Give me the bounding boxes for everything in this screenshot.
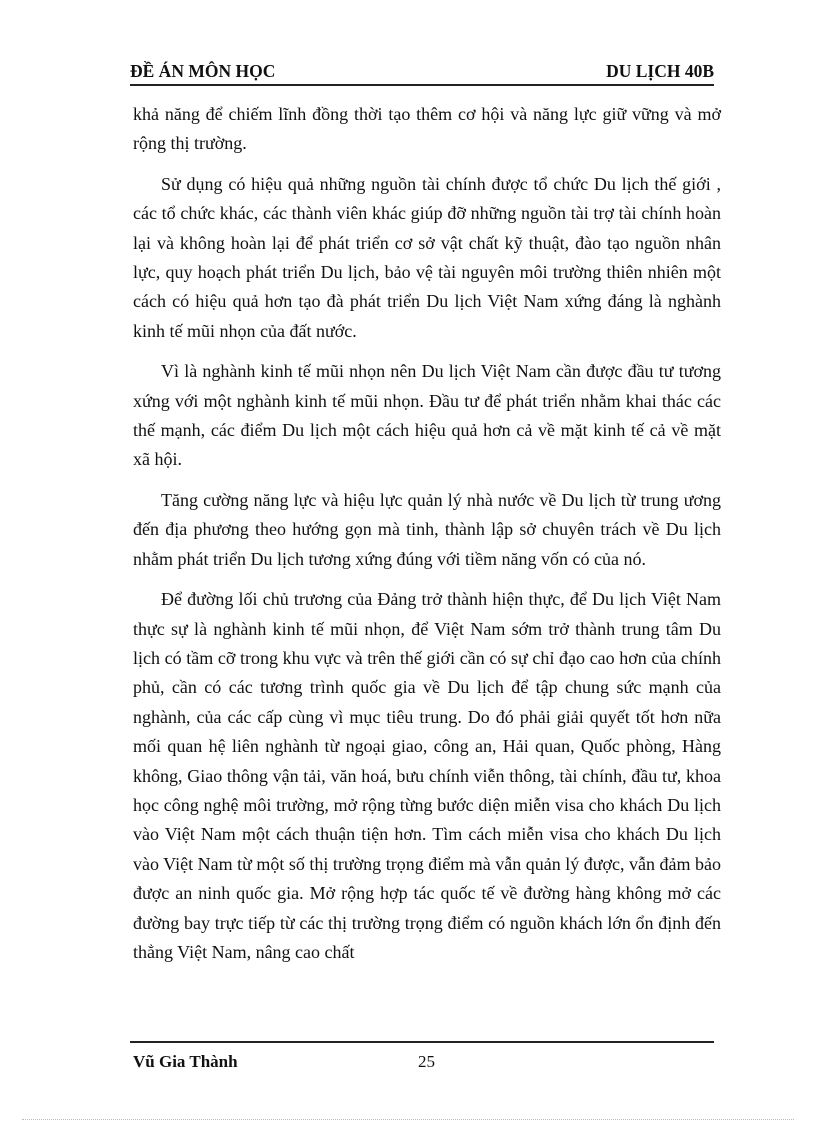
header-class-label: DU LỊCH 40B bbox=[606, 61, 714, 81]
paragraph-party-policy: Để đường lối chủ trương của Đảng trở thành hiện thực, để Du lịch Việt Nam thực sự là nghành kinh tế mũi nhọn, để Việt Nam sớm trở thành trung tâm Du lịch có tầm cỡ trong khu vực và trên thế giới cần có sự chỉ đạo cao hơn của chính phủ, cần có các tương trình quốc gia về Du lịch để tập chung sức mạnh của nghành, của các cấp cùng vì mục tiêu trung. Do đó phải giải quyết tốt hơn nữa mối quan hệ liên nghành từ ngoại giao, công an, Hải quan, Quốc phòng, Hàng không, Giao thông vận tải, văn hoá, bưu chính viễn thông, tài chính, đầu tư, khoa học công nghệ môi trường, mở rộng từng bước diện miễn visa cho khách Du lịch vào Việt Nam một cách thuận tiện hơn. Tìm cách miễn visa cho khách Du lịch vào Việt Nam từ một số thị trường trọng điểm mà vẫn quản lý được, vẫn đảm bảo được an ninh quốc gia. Mở rộng hợp tác quốc tế về đường hàng không mở các đường bay trực tiếp từ các thị trường trọng điểm có nguồn khách lớn ổn định đến thẳng Việt Nam, nâng cao chất bbox=[133, 589, 721, 962]
paragraph-financial-resources: Sử dụng có hiệu quả những nguồn tài chính được tổ chức Du lịch thế giới , các tổ chức khác, các thành viên khác giúp đỡ những nguồn tài trợ tài chính hoàn lại và không hoàn lại để phát triển cơ sở vật chất kỹ thuật, đào tạo nguồn nhân lực, quy hoạch phát triển Du lịch, bảo vệ tài nguyên môi trường thiên nhiên một cách có hiệu quả hơn tạo đà phát triển Du lịch Việt Nam xứng đáng là nghành kinh tế mũi nhọn của đất nước. bbox=[133, 173, 721, 341]
header-course-title: ĐỀ ÁN MÔN HỌC bbox=[130, 61, 276, 81]
page-edge-line bbox=[22, 1119, 794, 1120]
document-body bbox=[133, 100, 721, 978]
footer-divider bbox=[130, 1041, 714, 1043]
page-number: 25 bbox=[418, 1052, 435, 1071]
paragraph-state-management: Tăng cường năng lực và hiệu lực quản lý nhà nước về Du lịch từ trung ương đến địa phương theo hướng gọn mà tinh, thành lập sở chuyên trách về Du lịch nhằm phát triển Du lịch tương xứng đúng với tiềm năng vốn có của nó. bbox=[133, 489, 721, 569]
page-header bbox=[130, 52, 714, 82]
paragraph-continued: khả năng để chiếm lĩnh đồng thời tạo thêm cơ hội và năng lực giữ vững và mở rộng thị trường. bbox=[133, 104, 721, 154]
footer-author: Vũ Gia Thành bbox=[133, 1052, 238, 1071]
header-divider bbox=[130, 84, 714, 86]
paragraph-investment: Vì là nghành kinh tế mũi nhọn nên Du lịch Việt Nam cần được đầu tư tương xứng với một nghành kinh tế mũi nhọn. Đầu tư để phát triển nhằm khai thác các thế mạnh, các điểm Du lịch một cách hiệu quả hơn cả về mặt kinh tế cả về mặt xã hội. bbox=[133, 361, 721, 470]
